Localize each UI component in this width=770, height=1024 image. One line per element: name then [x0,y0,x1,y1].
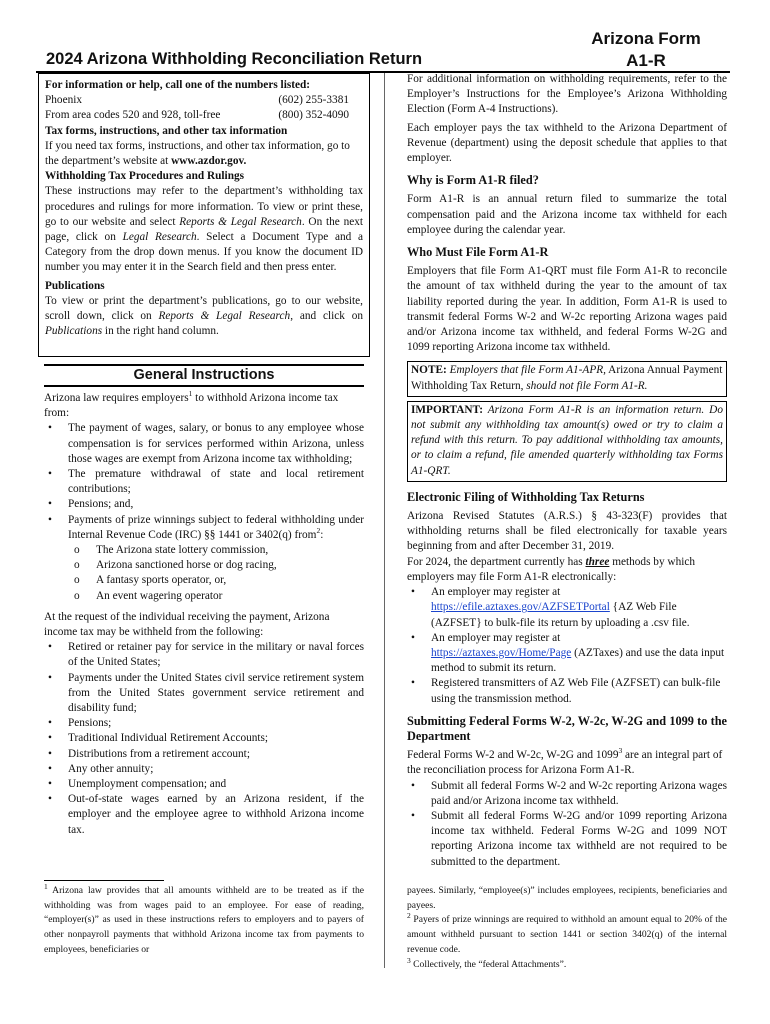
list-item: • Traditional Individual Retirement Accounts; [44,731,364,746]
list-item: • An employer may register at https://efile.aztaxes.gov/AZFSETPortal {AZ Web File (AZFSET} to bulk-file its return by uploading a .csv file. [407,585,727,631]
list-item: • Pensions; and, [44,497,364,512]
list-item: • Distributions from a retirement account; [44,747,364,762]
efile-methods-list [407,585,727,707]
right-column [407,72,727,870]
list-item: • The payment of wages, salary, or bonus to any employee whose compensation is for services performed within Arizona, unless those wages are exempt from Arizona income tax withholding; [44,421,364,467]
list-item: • Submit all federal Forms W-2 and W-2c reporting Arizona wages paid and/or Arizona income tax withheld. [407,779,727,809]
procedures-heading: Withholding Tax Procedures and Rulings [45,170,245,183]
website-link[interactable]: www.azdor.gov. [171,155,247,168]
important-box: IMPORTANT: Arizona Form A1-R is an information return. Do not submit any withholding tax amount(s) owed or try to claim a refund with this return. To pay additional withholding tax amounts, or to claim a refund, file amended quarterly withholding tax Forms A1-QRT. [407,401,727,482]
list-item: • Pensions; [44,716,364,731]
intro-text: Each employer pays the tax withheld to the Arizona Department of Revenue (department) using the deposit schedule that applies to that employer. [407,121,727,165]
list-item: o Arizona sanctioned horse or dog racing, [68,558,364,573]
info-box [38,73,370,357]
list-item: • The premature withdrawal of state and local retirement contributions; [44,467,364,497]
request-text: At the request of the individual receiving the payment, Arizona income tax may be withheld from the following: [44,610,330,639]
phone-row [45,93,363,108]
forms-heading: Tax forms, instructions, and other tax information [45,124,288,137]
list-item: • Retired or retainer pay for service in the military or naval forces of the United States; [44,640,364,670]
list-item: • Out-of-state wages earned by an Arizona resident, if the employer and the employee agree to withhold Arizona income tax. [44,792,364,838]
phone-number[interactable]: (800) 352-4090 [278,109,349,122]
who-heading: Who Must File Form A1-R [407,245,549,260]
footnote-1-continued: payees. Similarly, “employee(s)” includes employees, recipients, beneficiaries and payees. [407,885,727,911]
list-item: • Any other annuity; [44,762,364,777]
efile-methods-text: For 2024, the department currently has three methods by which employers may file Form A1-R electronically: [407,555,696,583]
efile-heading: Electronic Filing of Withholding Tax Returns [407,489,645,504]
general-instructions-body [44,391,364,838]
submit-list [407,779,727,870]
azfset-link[interactable]: https://efile.aztaxes.gov/AZFSETPortal [431,601,610,614]
footnote-rule [44,880,164,881]
why-text: Form A1-R is an annual return filed to summarize the total compensation paid and the Arizona income tax withheld for each employee during the calendar year. [407,193,727,236]
list-item: • An employer may register at https://aztaxes.gov/Home/Page (AZTaxes) and use the data input method to submit its return. [407,631,727,677]
why-heading: Why is Form A1-R filed? [407,173,539,188]
intro-text: For additional information on withholding requirements, refer to the Employer’s Instructions for the Employee’s Arizona Withholding Election (Form A-4 Instructions). [407,73,727,116]
publications-text: To view or print the department’s publications, go to our website, scroll down, click on Reports & Legal Research, and click on Publications in the right hand column. [45,294,364,338]
phone-label: Phoenix [45,94,83,107]
withholding-list [44,421,364,543]
footnote-1: $^1$ Arizona law provides that all amounts withheld are to be treated as if the withholding was from wages paid to an employee. For ease of reading, “employer(s)” as used in these instructions refers to employers and to payers of other nonpayroll payments that withhold Arizona income tax from payments to employees, beneficiaries or [44,881,364,955]
phone-number[interactable]: (602) 255-3381 [278,94,349,107]
footnotes-right [407,884,727,972]
general-instructions-heading: General Instructions [44,364,364,387]
column-divider [384,73,385,968]
submit-text: Federal Forms W-2 and W-2c, W-2G and 1099$^3$ are an integral part of the reconciliation process for Arizona Form A1-R. [407,746,723,777]
general-intro: Arizona law requires employers$^1$ to withhold Arizona income tax from: [44,389,339,420]
form-name-line2: A1-R [626,51,666,70]
list-item: • Payments of prize winnings subject to federal withholding under Internal Revenue Code (IRC) §§ 1441 or 3402(q) from$^2$: [44,513,364,543]
efile-text: Arizona Revised Statutes (A.R.S.) § 43-323(F) provides that withholding returns shall be filed electronically for taxable years beginning from and after December 31, 2019. [407,510,727,553]
form-name [578,28,714,72]
phone-label: From area codes 520 and 928, toll-free [45,109,221,122]
page-title: 2024 Arizona Withholding Reconciliation Return [46,50,423,68]
list-item: • Registered transmitters of AZ Web File (AZFSET) can bulk-file using the transmission method. [407,676,727,706]
list-item: o An event wagering operator [68,589,364,604]
form-name-line1: Arizona Form [591,29,701,48]
list-item: • Submit all federal Forms W-2G and/or 1099 reporting Arizona income tax withheld. Federal Forms W-2G and 1099 NOT reporting Arizona income tax withheld are not required to be submitted to the department. [407,809,727,870]
submit-heading: Submitting Federal Forms W-2, W-2c, W-2G and 1099 to the Department [407,713,727,743]
who-text: Employers that file Form A1-QRT must file Form A1-R to reconcile the amount of tax withheld during the year to the amount of tax liability reported during the year. In addition, Form A1-R is used to transmit federal Forms W-2 and W-2c reporting Arizona wages paid and/or Arizona income tax withheld, and federal Forms W-2G and 1099 reporting Arizona income tax withheld. [407,265,727,354]
prize-sources-list [68,543,364,604]
info-heading: For information or help, call one of the numbers listed: [45,79,311,91]
aztaxes-link[interactable]: https://aztaxes.gov/Home/Page [431,646,572,659]
forms-text: If you need tax forms, instructions, and other tax information, go to the department’s website at www.azdor.gov. [45,139,350,168]
optional-withholding-list [44,640,364,838]
procedures-text: These instructions may refer to the department’s withholding tax procedures and rulings for more information. To view or print these, go to our website and select Reports & Legal Research. On the next page, click on Legal Research. Select a Document Type and a Category from the drop down menus. If you know the document ID number you may enter it in the Search field and then press enter. [45,185,364,274]
list-item: • Unemployment compensation; and [44,777,364,792]
footnote-2: $^2$ Payers of prize winnings are required to withhold an amount equal to 20% of the amount withheld pursuant to section 1441 or section 3402(q) of the internal revenue code. [407,911,727,955]
phone-row [45,108,363,123]
footnote-3: $^3$ Collectively, the “federal Attachments”. [407,955,567,970]
list-item: • Payments under the United States civil service retirement system from the United States government service retirement and disability fund; [44,671,364,717]
note-box: NOTE: Employers that file Form A1-APR, Arizona Annual Payment Withholding Tax Return, should not file Form A1-R. [407,361,727,396]
list-item: o The Arizona state lottery commission, [68,543,364,558]
publications-heading: Publications [45,279,105,292]
list-item: o A fantasy sports operator, or, [68,573,364,588]
